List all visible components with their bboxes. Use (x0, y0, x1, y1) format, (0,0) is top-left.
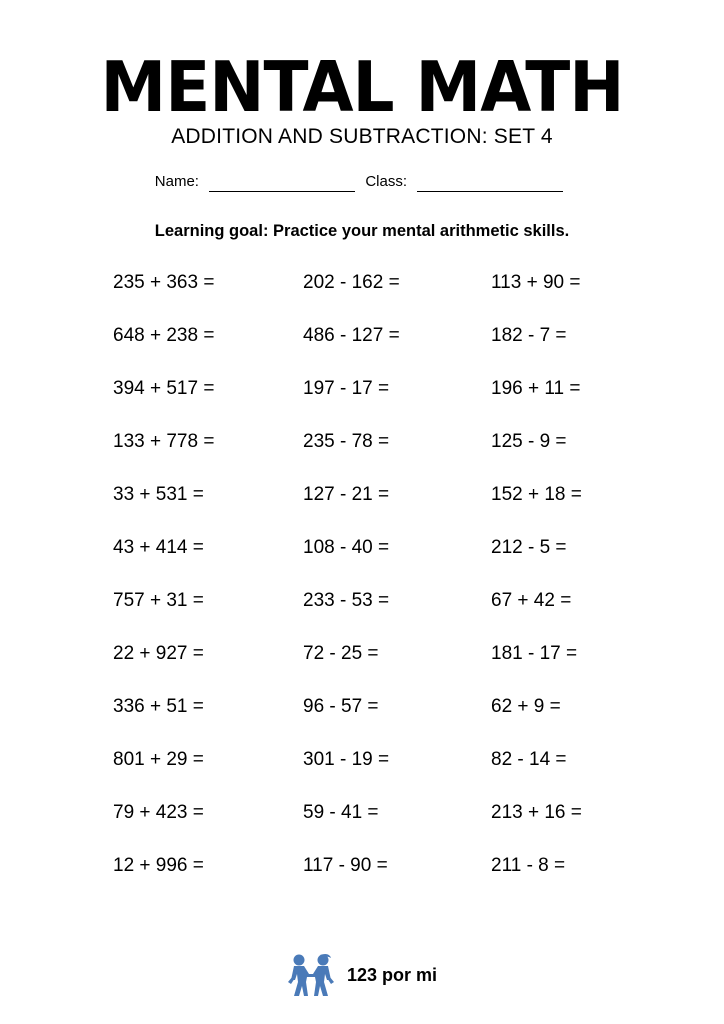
problem-row (113, 482, 673, 535)
problem: 233 - 53 = (303, 590, 390, 611)
brand-name: 123 por mi (346, 965, 438, 985)
problem: 43 + 414 = (113, 537, 204, 558)
problem: 125 - 9 = (491, 431, 567, 452)
problem-row (113, 641, 673, 694)
problem-row (113, 376, 673, 429)
problem: 235 - 78 = (303, 431, 390, 452)
problem: 212 - 5 = (491, 537, 567, 558)
page-title: MENTAL MATH (100, 47, 624, 128)
problem: 12 + 996 = (113, 855, 204, 876)
problem: 79 + 423 = (113, 802, 204, 823)
footer (0, 952, 724, 1000)
problem: 117 - 90 = (303, 855, 388, 876)
problem-row (113, 800, 673, 853)
problem-row (113, 853, 673, 906)
problem: 757 + 31 = (113, 590, 204, 611)
name-label: Name: (154, 173, 199, 190)
problem: 486 - 127 = (303, 325, 400, 346)
problem: 648 + 238 = (113, 325, 215, 346)
problem: 202 - 162 = (303, 272, 400, 293)
problem: 113 + 90 = (491, 272, 581, 293)
problem: 181 - 17 = (491, 643, 578, 664)
page-subtitle: ADDITION AND SUBTRACTION: SET 4 (171, 125, 553, 148)
problem-row (113, 323, 673, 376)
problem: 59 - 41 = (303, 802, 379, 823)
problem-row (113, 588, 673, 641)
problem-row (113, 270, 673, 323)
name-field[interactable] (209, 175, 355, 192)
brand-lockup (287, 952, 437, 998)
problem: 72 - 25 = (303, 643, 379, 664)
problem: 301 - 19 = (303, 749, 390, 770)
problem-row (113, 747, 673, 800)
problem: 82 - 14 = (491, 749, 567, 770)
problem: 96 - 57 = (303, 696, 379, 717)
problem: 197 - 17 = (303, 378, 390, 399)
problem-grid (113, 270, 673, 906)
problem: 108 - 40 = (303, 537, 390, 558)
problem-row (113, 694, 673, 747)
logo-shapes (288, 954, 334, 996)
problem: 67 + 42 = (491, 590, 572, 611)
problem: 801 + 29 = (113, 749, 204, 770)
logo-graphic (287, 952, 337, 998)
problem: 152 + 18 = (491, 484, 582, 505)
problem: 394 + 517 = (113, 378, 215, 399)
problem: 213 + 16 = (491, 802, 582, 823)
problem: 211 - 8 = (491, 855, 566, 876)
problem: 336 + 51 = (113, 696, 204, 717)
student-fields (0, 172, 724, 192)
class-field[interactable] (417, 175, 563, 192)
problem: 127 - 21 = (303, 484, 390, 505)
problem: 62 + 9 = (491, 696, 561, 717)
learning-goal: Learning goal: Practice your mental arithmetic skills. (154, 222, 570, 240)
problem-row (113, 429, 673, 482)
problem: 33 + 531 = (113, 484, 204, 505)
problem: 133 + 778 = (113, 431, 215, 452)
problem: 182 - 7 = (491, 325, 567, 346)
problem: 196 + 11 = (491, 378, 581, 399)
problem: 235 + 363 = (113, 272, 215, 293)
class-label: Class: (365, 173, 408, 190)
problem: 22 + 927 = (113, 643, 204, 664)
two-children-playing-icon (287, 952, 337, 998)
problem-row (113, 535, 673, 588)
